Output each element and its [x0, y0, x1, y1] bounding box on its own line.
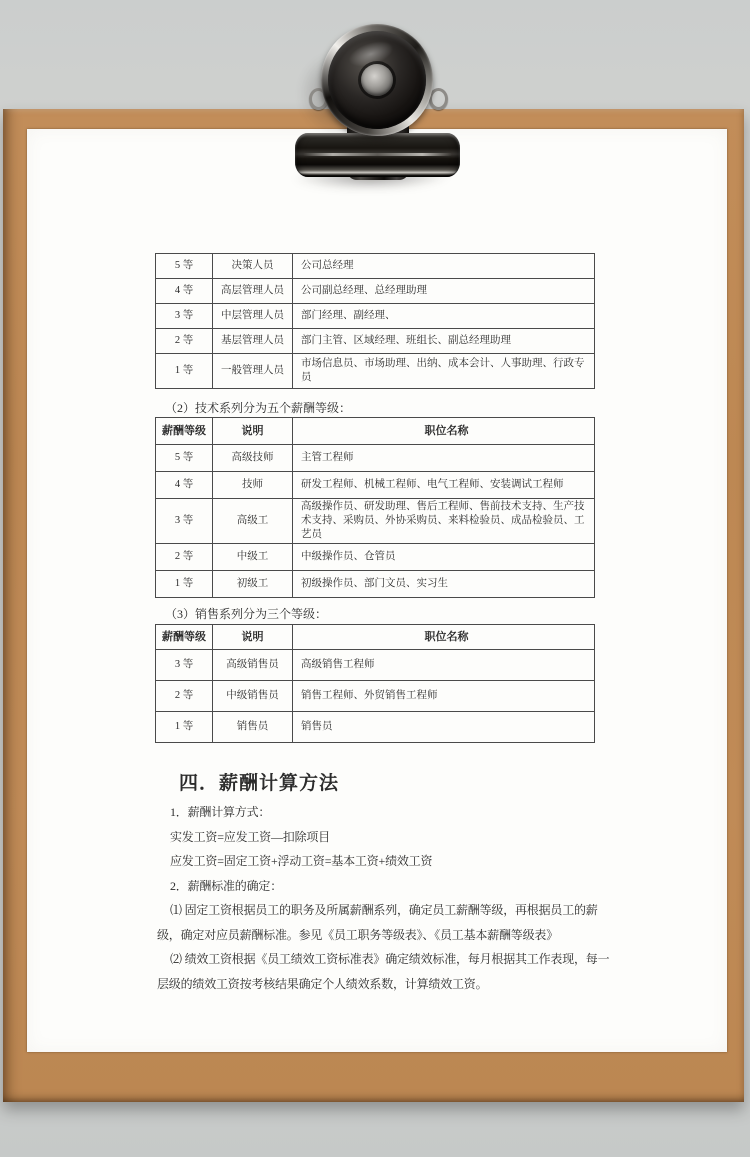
table-row: [156, 354, 595, 389]
table-cell: 部门经理、副经理、: [293, 304, 595, 329]
document-content: [155, 253, 620, 996]
table-header-row: [156, 418, 595, 445]
table-cell: 1 等: [156, 712, 213, 743]
management-series-table: [155, 253, 595, 389]
table-row: [156, 254, 595, 279]
table-cell: 市场信息员、市场助理、出纳、成本会计、人事助理、行政专员: [293, 354, 595, 389]
table-header-cell: 职位名称: [293, 418, 595, 445]
table-cell: 4 等: [156, 279, 213, 304]
table-cell: 销售员: [213, 712, 293, 743]
table-row: [156, 571, 595, 598]
table-header-cell: 说明: [213, 625, 293, 650]
table-cell: 技师: [213, 472, 293, 499]
table-cell: 4 等: [156, 472, 213, 499]
tech-series-table: [155, 417, 595, 598]
table-cell: 中层管理人员: [213, 304, 293, 329]
table-row: [156, 681, 595, 712]
table-cell: 高层管理人员: [213, 279, 293, 304]
table-cell: 中级工: [213, 544, 293, 571]
table-row: [156, 544, 595, 571]
document-paper: [27, 129, 727, 1052]
table-row: [156, 712, 595, 743]
table-cell: 决策人员: [213, 254, 293, 279]
section-heading: 四．薪酬计算方法: [179, 773, 340, 794]
table-cell: 高级销售工程师: [293, 650, 595, 681]
table-cell: 一般管理人员: [213, 354, 293, 389]
tech-series-table-body: [156, 445, 595, 598]
clip-hole-icon: [361, 64, 393, 96]
table-cell: 初级操作员、部门文员、实习生: [293, 571, 595, 598]
table-cell: 研发工程师、机械工程师、电气工程师、安装调试工程师: [293, 472, 595, 499]
table-cell: 3 等: [156, 499, 213, 544]
table-header-row: [156, 625, 595, 650]
table-cell: 初级工: [213, 571, 293, 598]
table-cell: 部门主管、区域经理、班组长、副总经理助理: [293, 329, 595, 354]
table-row: [156, 650, 595, 681]
table-cell: 2 等: [156, 681, 213, 712]
tech-series-table-head: [156, 418, 595, 445]
table-header-cell: 薪酬等级: [156, 625, 213, 650]
binder-clip: [295, 22, 460, 180]
table-cell: 中级操作员、仓管员: [293, 544, 595, 571]
clipboard-board: [3, 109, 744, 1102]
table-cell: 中级销售员: [213, 681, 293, 712]
table-row: [156, 445, 595, 472]
table-row: [156, 279, 595, 304]
table-cell: 主管工程师: [293, 445, 595, 472]
table-header-cell: 职位名称: [293, 625, 595, 650]
table-cell: 公司总经理: [293, 254, 595, 279]
sales-series-table-head: [156, 625, 595, 650]
table-cell: 1 等: [156, 571, 213, 598]
paragraph-gross-pay-formula: 应发工资=固定工资+浮动工资=基本工资+绩效工资: [170, 854, 433, 868]
clip-knob-face: [328, 31, 426, 129]
clip-jaw-bar: [295, 133, 460, 177]
table-cell: 高级操作员、研发助理、售后工程师、售前技术支持、生产技术支持、采购员、外协采购员、来料检验员、成品检验员、工艺员: [293, 499, 595, 544]
table-cell: 2 等: [156, 329, 213, 354]
table-cell: 高级技师: [213, 445, 293, 472]
table-cell: 3 等: [156, 304, 213, 329]
paragraph-standard-determination: 2．薪酬标准的确定：: [170, 878, 283, 893]
paragraph-net-pay-formula: 实发工资=应发工资—扣除项目: [170, 829, 330, 844]
table-row: [156, 304, 595, 329]
sales-series-label: （3）销售系列分为三个等级：: [165, 607, 328, 621]
sales-series-table: [155, 624, 595, 743]
table-cell: 5 等: [156, 445, 213, 472]
paragraph-fixed-wage: ⑴ 固定工资根据员工的职务及所属薪酬系列，确定员工薪酬等级，再根据员工的薪级，确定对应员薪酬标准。参见《员工职务等级表》、《员工基本薪酬等级表》: [157, 903, 598, 942]
table-cell: 基层管理人员: [213, 329, 293, 354]
table-row: [156, 329, 595, 354]
table-row: [156, 472, 595, 499]
table-cell: 5 等: [156, 254, 213, 279]
management-series-table-body: [156, 254, 595, 389]
clip-knob: [321, 24, 433, 136]
paragraph-performance-wage: ⑵ 绩效工资根据《员工绩效工资标准表》确定绩效标准，每月根据其工作表现，每一层级的绩效工资按考核结果确定个人绩效系数，计算绩效工资。: [157, 952, 610, 991]
table-row: [156, 499, 595, 544]
tech-series-label: （2）技术系列分为五个薪酬等级：: [165, 401, 352, 415]
table-cell: 3 等: [156, 650, 213, 681]
table-cell: 1 等: [156, 354, 213, 389]
table-cell: 销售工程师、外贸销售工程师: [293, 681, 595, 712]
table-cell: 高级工: [213, 499, 293, 544]
paragraph-calc-method: 1．薪酬计算方式：: [170, 805, 271, 819]
table-cell: 2 等: [156, 544, 213, 571]
table-header-cell: 薪酬等级: [156, 418, 213, 445]
sales-series-table-body: [156, 650, 595, 743]
table-cell: 高级销售员: [213, 650, 293, 681]
table-cell: 销售员: [293, 712, 595, 743]
table-header-cell: 说明: [213, 418, 293, 445]
table-cell: 公司副总经理、总经理助理: [293, 279, 595, 304]
